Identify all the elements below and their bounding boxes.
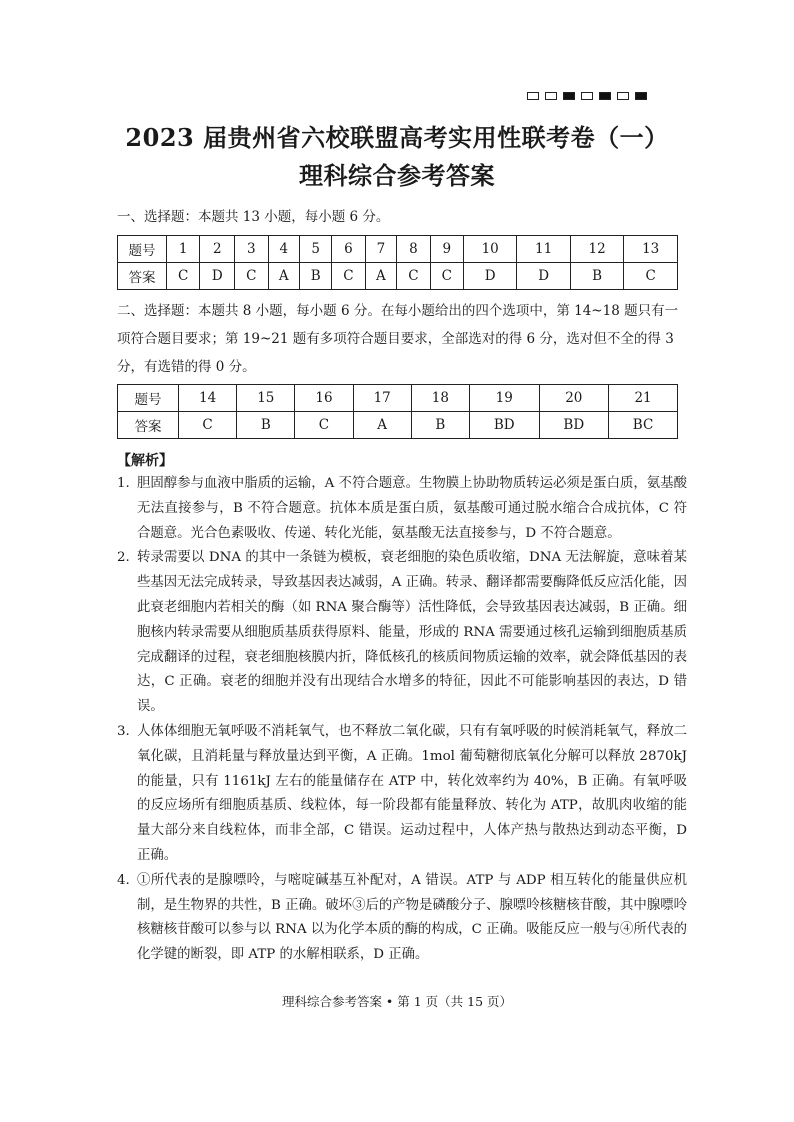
question-number-cell: 18 [411, 385, 469, 412]
answer-cell: D [200, 263, 235, 290]
question-number-cell: 6 [332, 236, 365, 263]
explanation-item [117, 546, 687, 720]
question-number-cell: 13 [624, 236, 678, 263]
answer-cell: BD [469, 412, 539, 439]
item-number: 2. [117, 550, 130, 566]
explanation-item [117, 472, 687, 546]
row-label-answer: 答案 [118, 412, 179, 439]
answer-cell: C [167, 263, 200, 290]
item-text: 转录需要以 DNA 的其中一条链为模板，衰老细胞的染色质收缩，DNA 无法解旋，意味着某些基因无法完成转录，导致基因表达减弱，A 正确。转录、翻译都需要酶降低反应活化能，因此衰老细胞内若相关的酶（如 RNA 聚合酶等）活性降低，会导致基因表达减弱，B 正确。细胞核内转录需要从细胞质基质获得原料、能量，形成的 RNA 需要通过核孔运输到细胞质基质完成翻译的过程，衰老细胞核膜内折，降低核孔的核质间物质运输的效率，就会降低基因的表达，C 正确。衰老的细胞并没有出现结合水增多的特征，因此不可能影响基因的表达，D 错误。 [137, 550, 687, 715]
item-text: 人体体细胞无氧呼吸不消耗氧气，也不释放二氧化碳，只有有氧呼吸的时候消耗氧气，释放二氧化碳，且消耗量与释放量达到平衡，A 正确。1mol 葡萄糖彻底氧化分解可以释放 2870kJ 的能量，只有 1161kJ 左右的能量储存在 ATP 中，转化效率约为 40%，B 正确。有氧呼吸的反应场所有细胞质基质、线粒体，每一阶段都有能量释放、转化为 ATP，故肌肉收缩的能量大部分来自线粒体，而非全部，C 错误。运动过程中，人体产热与散热达到动态平衡，D 正确。 [137, 723, 687, 863]
question-number-cell: 5 [300, 236, 332, 263]
answer-table-1 [117, 235, 678, 290]
question-row [118, 385, 678, 412]
question-number-cell: 9 [430, 236, 463, 263]
answer-table-2 [117, 384, 678, 439]
code-mark [563, 92, 575, 100]
question-number-cell: 19 [469, 385, 539, 412]
code-mark [581, 92, 593, 100]
answer-cell: D [463, 263, 516, 290]
answer-cell: BC [609, 412, 678, 439]
page-footer: 理科综合参考答案 • 第 1 页（共 15 页） [281, 994, 513, 1009]
section2-heading: 二、选择题：本题共 8 小题，每小题 6 分。在每小题给出的四个选项中，第 14~18 题只有一项符合题目要求；第 19~21 题有多项符合题目要求，全部选对的得 6 分，选对但不全的得 3 分，有选错的得 0 分。 [117, 303, 679, 375]
answer-cell: B [300, 263, 332, 290]
question-number-cell: 14 [179, 385, 237, 412]
document-title: 2023 届贵州省六校联盟高考实用性联考卷（一） [125, 123, 669, 152]
question-number-cell: 3 [235, 236, 268, 263]
item-number: 1. [117, 476, 130, 491]
answer-cell: C [332, 263, 365, 290]
answer-cell: B [570, 263, 623, 290]
answer-row [118, 412, 678, 439]
answer-cell: A [268, 263, 300, 290]
code-mark [599, 92, 611, 100]
question-number-cell: 11 [517, 236, 570, 263]
item-number: 3. [117, 723, 130, 739]
code-mark [617, 92, 629, 100]
question-number-cell: 12 [570, 236, 623, 263]
answer-cell: C [235, 263, 268, 290]
question-number-cell: 4 [268, 236, 300, 263]
answer-cell: D [517, 263, 570, 290]
question-number-cell: 7 [365, 236, 397, 263]
answer-row [118, 263, 678, 290]
item-number: 4. [117, 872, 130, 888]
question-number-cell: 17 [353, 385, 411, 412]
answer-cell: C [430, 263, 463, 290]
question-number-cell: 10 [463, 236, 516, 263]
analysis-heading: 【解析】 [117, 453, 173, 469]
question-row [118, 236, 678, 263]
answer-cell: BD [539, 412, 609, 439]
code-mark [545, 92, 557, 100]
section1-heading: 一、选择题：本题共 13 小题，每小题 6 分。 [117, 209, 390, 225]
document-subtitle: 理科综合参考答案 [299, 161, 495, 190]
answer-cell: C [397, 263, 430, 290]
answer-cell: B [411, 412, 469, 439]
row-label-answer: 答案 [118, 263, 167, 290]
code-mark [527, 92, 539, 100]
question-number-cell: 16 [295, 385, 353, 412]
page-code-marks [527, 92, 647, 100]
row-label-question: 题号 [118, 385, 179, 412]
explanation-item [117, 720, 687, 869]
item-text: ①所代表的是腺嘌呤，与嘧啶碱基互补配对，A 错误。ATP 与 ADP 相互转化的能量供应机制，是生物界的共性，B 正确。破坏③后的产物是磷酸分子、腺嘌呤核糖核苷酸，其中腺嘌呤核糖核苷酸可以参与以 RNA 以为化学本质的酶的构成，C 正确。吸能反应一般与④所代表的化学键的断裂，即 ATP 的水解相联系，D 正确。 [137, 872, 687, 963]
explanation-item [117, 869, 687, 968]
question-number-cell: 15 [237, 385, 295, 412]
answer-cell: C [295, 412, 353, 439]
question-number-cell: 20 [539, 385, 609, 412]
answer-cell: B [237, 412, 295, 439]
answer-cell: C [624, 263, 678, 290]
explanation-list [117, 472, 687, 968]
answer-cell: A [365, 263, 397, 290]
question-number-cell: 8 [397, 236, 430, 263]
answer-cell: C [179, 412, 237, 439]
row-label-question: 题号 [118, 236, 167, 263]
code-mark [635, 92, 647, 100]
item-text: 胆固醇参与血液中脂质的运输，A 不符合题意。生物膜上协助物质转运必须是蛋白质，氨基酸无法直接参与，B 不符合题意。抗体本质是蛋白质，氨基酸可通过脱水缩合合成抗体，C 符合题意。光合色素吸收、传递、转化光能，氨基酸无法直接参与，D 不符合题意。 [137, 476, 687, 541]
question-number-cell: 1 [167, 236, 200, 263]
question-number-cell: 2 [200, 236, 235, 263]
question-number-cell: 21 [609, 385, 678, 412]
answer-cell: A [353, 412, 411, 439]
